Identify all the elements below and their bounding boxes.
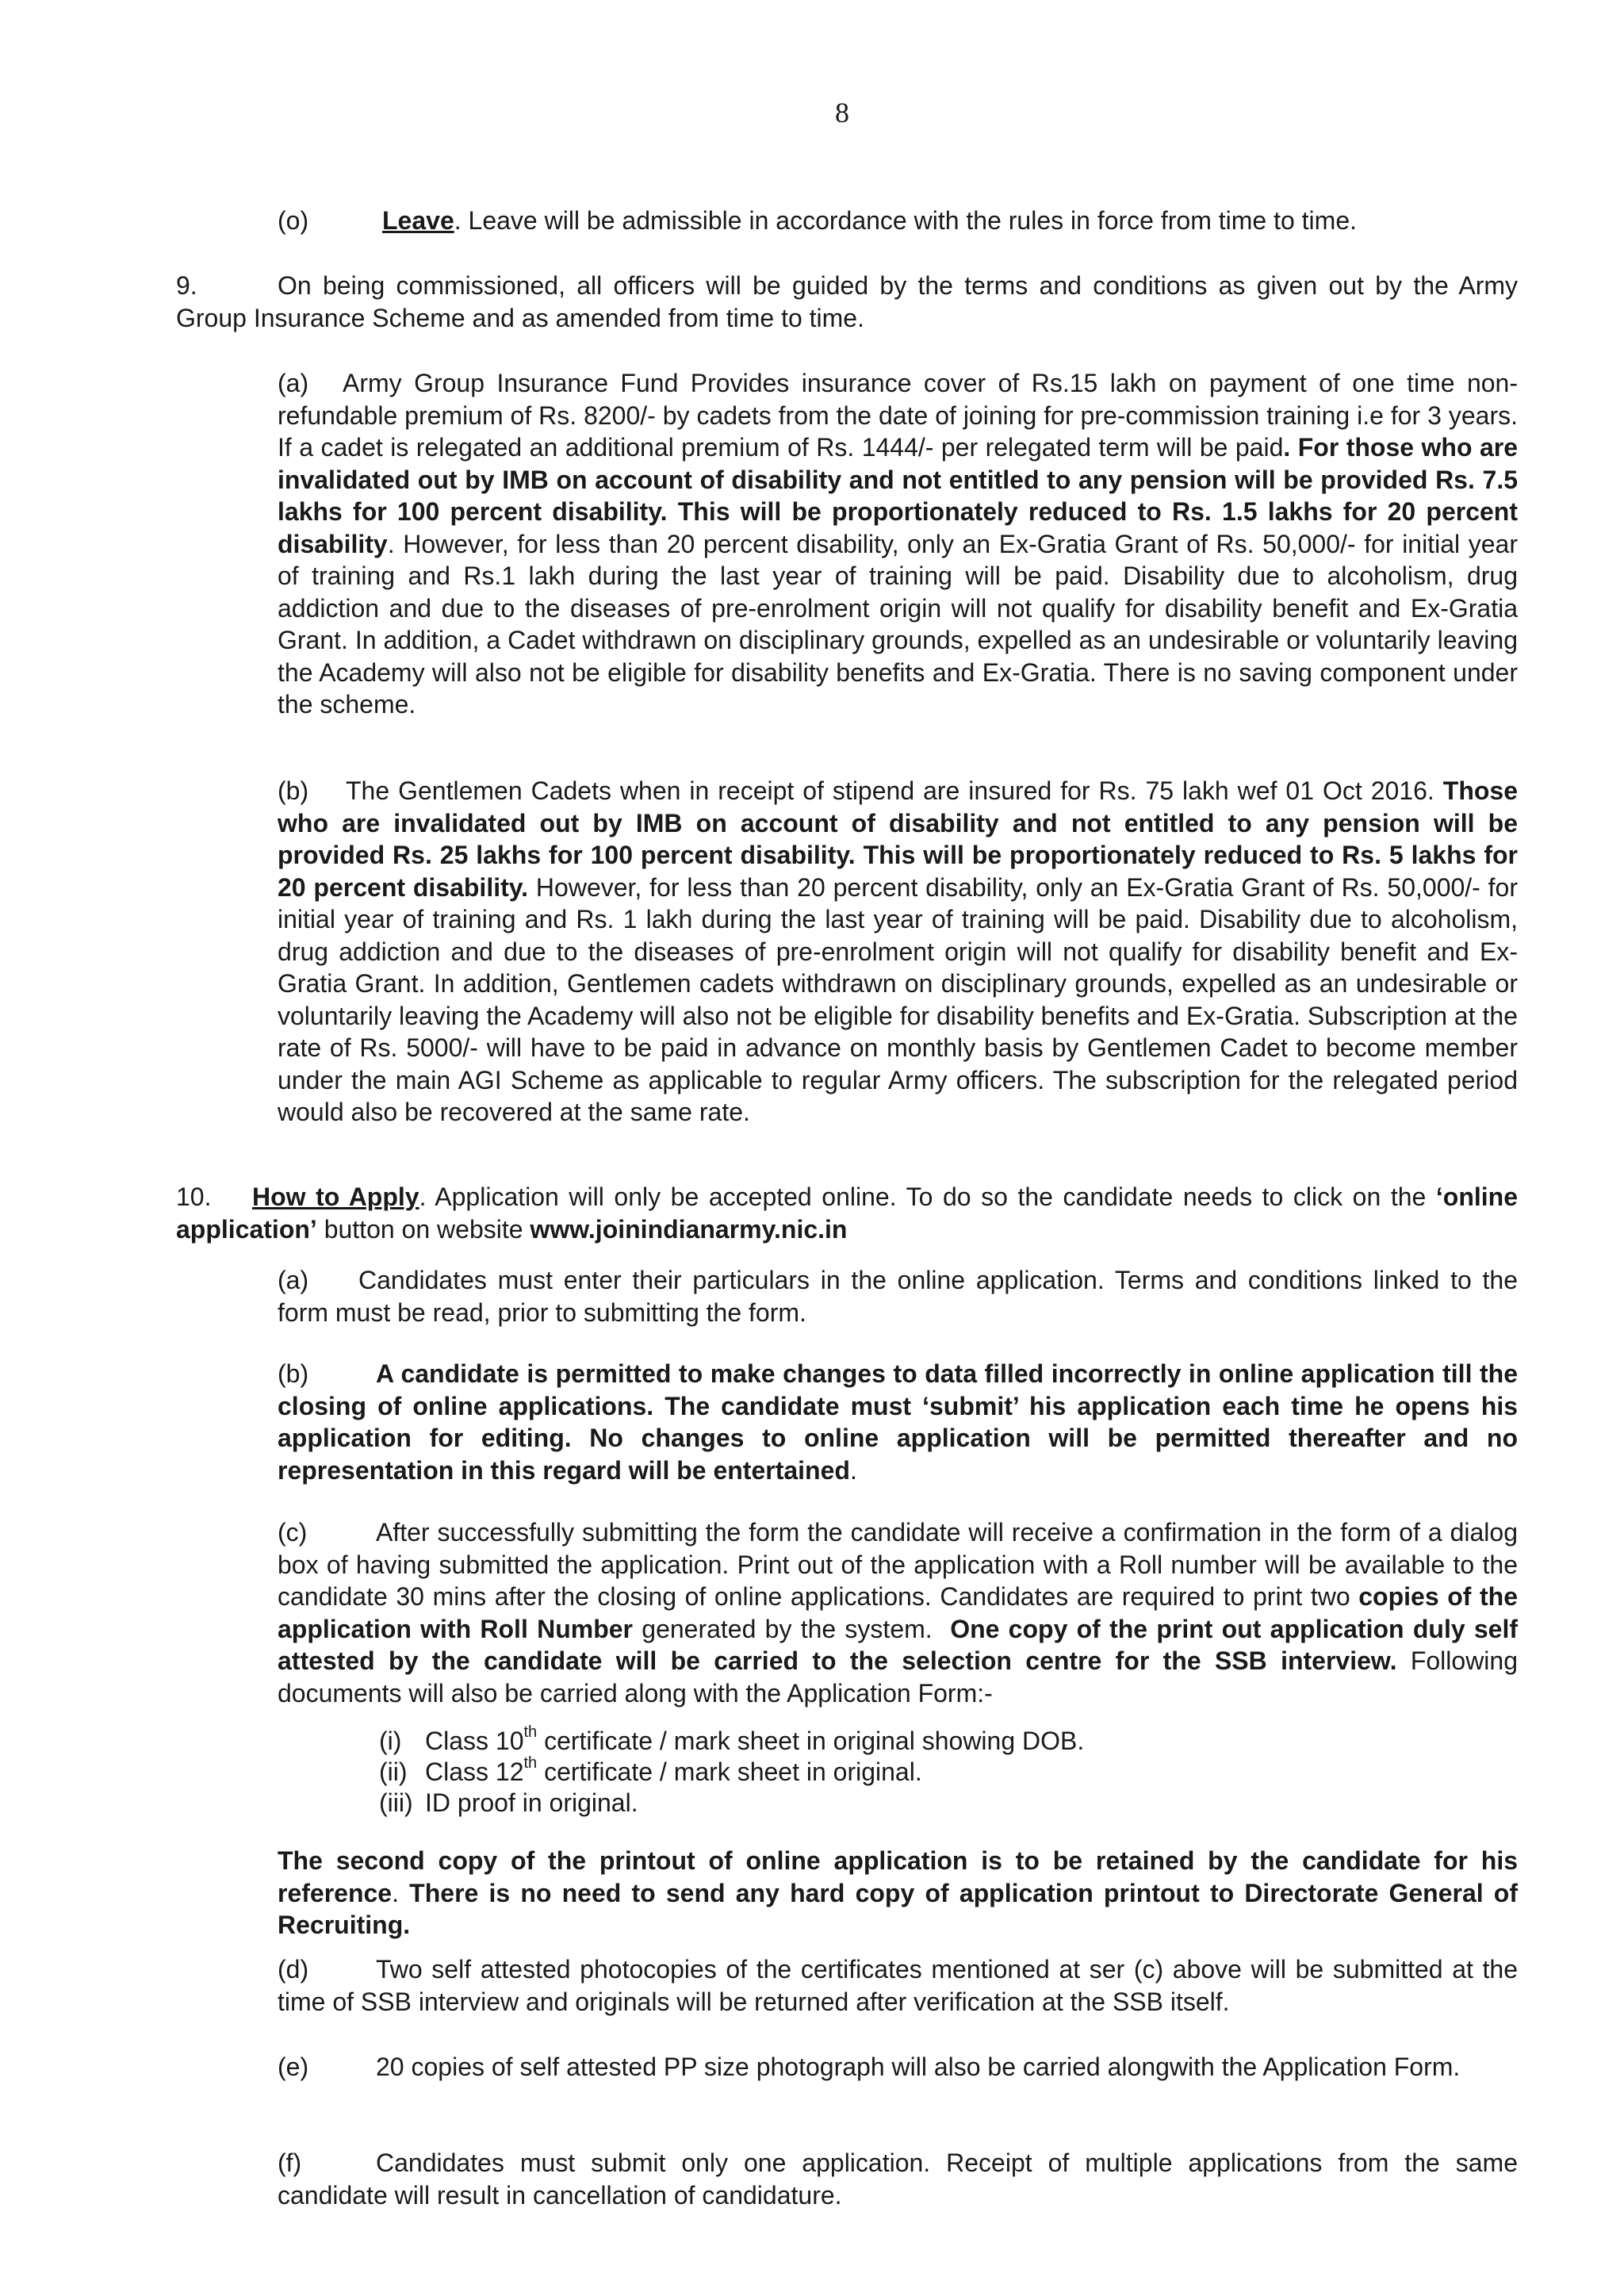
list-item-number: (iii): [379, 1788, 413, 1817]
leave-title: Leave: [382, 206, 454, 235]
paragraph-10b-end: .: [849, 1455, 857, 1485]
paragraph-10d-text: Two self attested photocopies of the certificates mentioned at ser (c) above will be submitted at the time of SSB interview and originals will be returned after verification at the SSB itself.: [278, 1955, 1518, 2016]
paragraph-9b-bold: Those who are invalidated out by IMB on account of disability and not entitled to any pension will be provided Rs. 25 lakhs for 100 percent disability. This will be proportionately reduced to Rs. 5 lakhs for 20 percent disability.: [278, 776, 1519, 902]
paragraph-10d: [278, 1953, 1518, 2018]
website-link[interactable]: www.joinindianarmy.nic.in: [530, 1214, 848, 1244]
paragraph-9b: [278, 775, 1518, 1129]
paragraph-10c-text-2: generated by the system.: [642, 1614, 933, 1643]
paragraph-10a-number: (a): [278, 1266, 309, 1294]
paragraph-10c-text: After successfully submitting the form the candidate will receive a confirmation in the form of a dialog box of having submitted the application. Print out of the application with a Roll number will be available to the candidate 30 mins after the closing of online applications. Candidates are required to print two: [278, 1518, 1518, 1611]
paragraph-10b: [278, 1358, 1518, 1486]
paragraph-10f-number: (f): [278, 2148, 302, 2177]
paragraph-10c-number: (c): [278, 1518, 308, 1547]
list-item-number: (i): [379, 1727, 402, 1755]
second-copy-note: [278, 1845, 1518, 1941]
list-item-superscript: th: [523, 1754, 538, 1773]
list-item-text-2: certificate / mark sheet in original showing DOB.: [537, 1727, 1085, 1755]
page-number: 8: [835, 97, 849, 128]
paragraph-9: [176, 270, 1518, 334]
list-item-text: Class 12: [425, 1757, 524, 1786]
paragraph-9-number: 9.: [176, 271, 197, 300]
paragraph-10-number: 10.: [176, 1182, 212, 1211]
paragraph-10f: [278, 2147, 1518, 2211]
list-item-number: (ii): [379, 1757, 408, 1786]
paragraph-9b-number: (b): [278, 776, 309, 805]
list-item: [379, 1725, 1084, 1757]
paragraph-10-text: . Application will only be accepted online. To do so the candidate needs to click on the: [419, 1182, 1427, 1211]
paragraph-9a-text: Army Group Insurance Fund Provides insurance cover of Rs.15 lakh on payment of one time non-refundable premium of Rs. 8200/- by cadets from the date of joining for pre-commission training i.e for 3 years. If a cadet is relegated an additional premium of Rs. 1444/- per relegated term will be paid: [278, 369, 1518, 462]
list-item: [379, 1756, 922, 1788]
paragraph-10b-number: (b): [278, 1359, 309, 1388]
paragraph-9b-text: The Gentlemen Cadets when in receipt of stipend are insured for Rs. 75 lakh wef 01 Oct 2016.: [346, 776, 1434, 805]
paragraph-10c-text-3: Following documents will also be carried along with the Application Form:-: [278, 1646, 1518, 1708]
paragraph-10f-text: Candidates must submit only one application. Receipt of multiple applications from the same candidate will result in cancellation of candidature.: [278, 2148, 1518, 2210]
how-to-apply-title: How to Apply: [252, 1182, 419, 1211]
paragraph-10e-text: 20 copies of self attested PP size photograph will also be carried alongwith the Application Form.: [376, 2053, 1461, 2081]
list-item-text: Class 10: [425, 1727, 524, 1755]
paragraph-10c-bold: copies of the application with Roll Number: [278, 1582, 1518, 1643]
paragraph-10-text-2: button on website: [324, 1214, 523, 1244]
paragraph-10e-number: (e): [278, 2053, 309, 2081]
paragraph-10: [176, 1181, 1518, 1245]
paragraph-9-text: On being commissioned, all officers will be guided by the terms and conditions as given out by the Army Group Insurance Scheme and as amended from time to time.: [176, 271, 1518, 332]
paragraph-9a-text-2: . However, for less than 20 percent disability, only an Ex-Gratia Grant of Rs. 50,000/- for initial year of training and Rs.1 lakh during the last year of training will be paid. Disability due to alcoholism, drug addiction and due to the diseases of pre-enrolment origin will not qualify for disability benefit and Ex-Gratia Grant. In addition, a Cadet withdrawn on disciplinary grounds, expelled as an undesirable or voluntarily leaving the Academy will also not be eligible for disability benefits and Ex-Gratia. There is no saving component under the scheme.: [278, 529, 1518, 719]
paragraph-10b-bold: A candidate is permitted to make changes to data filled incorrectly in online application till the closing of online applications. The candidate must ‘submit’ his application each time he opens his application for editing. No changes to online application will be permitted thereafter and no representation in this regard will be entertained: [278, 1359, 1518, 1485]
paragraph-9b-text-2: However, for less than 20 percent disability, only an Ex-Gratia Grant of Rs. 50,000/- for initial year of training and Rs. 1 lakh during the last year of training will be paid. Disability due to alcoholism, drug addiction and due to the diseases of pre-enrolment origin will not qualify for disability benefit and Ex-Gratia Grant. In addition, Gentlemen cadets withdrawn on disciplinary grounds, expelled as an undesirable or voluntarily leaving the Academy will also not be eligible for disability benefits and Ex-Gratia. Subscription at the rate of Rs. 5000/- will have to be paid in advance on monthly basis by Gentlemen Cadet to become member under the main AGI Scheme as applicable to regular Army officers. The subscription for the relegated period would also be recovered at the same rate.: [278, 872, 1519, 1126]
list-item: [379, 1787, 638, 1819]
leave-paragraph: [278, 205, 1546, 237]
paragraph-9a-number: (a): [278, 369, 309, 397]
list-item-text-2: certificate / mark sheet in original.: [537, 1757, 922, 1786]
second-copy-dot: .: [392, 1878, 399, 1907]
paragraph-10a-text: Candidates must enter their particulars in the online application. Terms and conditions linked to the form must be read, prior to submitting the form.: [278, 1266, 1518, 1327]
paragraph-9a-bold: . For those who are invalidated out by IMB on account of disability and not entitled to any pension will be provided Rs. 7.5 lakhs for 100 percent disability. This will be proportionately reduced to Rs. 1.5 lakhs for 20 percent disability: [278, 433, 1519, 558]
leave-text: . Leave will be admissible in accordance with the rules in force from time to time.: [454, 206, 1357, 235]
list-item-text: ID proof in original.: [425, 1788, 638, 1817]
paragraph-10c-bold-2: One copy of the print out application duly self attested by the candidate will be carried to the selection centre for the SSB interview.: [278, 1614, 1519, 1675]
paragraph-10c: [278, 1516, 1518, 1709]
second-copy-bold: The second copy of the printout of online application is to be retained by the candidate for his reference: [278, 1846, 1518, 1907]
second-copy-bold-2: There is no need to send any hard copy of application printout to Directorate General of Recruiting.: [278, 1878, 1519, 1939]
paragraph-10e: [278, 2051, 1538, 2083]
paragraph-9a: [278, 367, 1518, 721]
online-application-label: ‘online application’: [176, 1182, 1519, 1244]
list-item-superscript: th: [523, 1723, 538, 1742]
leave-number: (o): [278, 206, 309, 235]
paragraph-10a: [278, 1264, 1518, 1328]
paragraph-10d-number: (d): [278, 1955, 309, 1984]
